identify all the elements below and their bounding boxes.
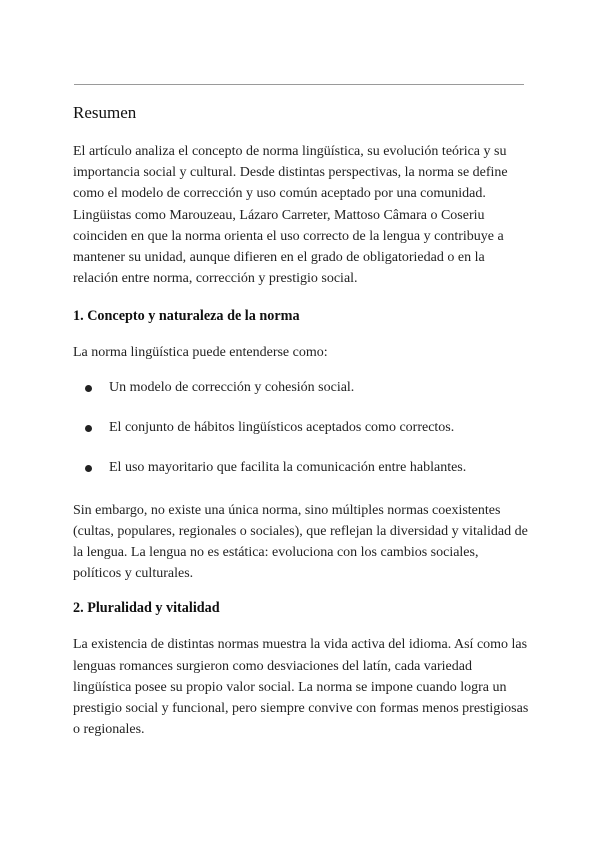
abstract-paragraph: El artículo analiza el concepto de norma lingüística, su evolución teórica y su importancia social y cultural. Desde distintas perspectivas, la norma se define como el modelo de corrección y uso común aceptado por una comunidad. Lingüistas como Marouzeau, Lázaro Carreter, Mattoso Câmara o Coseriu coinciden en que la norma orienta el uso correcto de la lengua y contribuye a mantener su unidad, aunque difieren en el grado de obligatoriedad o en la relación entre norma, corrección y prestigio social. (73, 144, 508, 287)
list-item-text: El uso mayoritario que facilita la comunicación entre hablantes. (109, 459, 467, 475)
bullet-icon (85, 425, 92, 432)
list-item (73, 378, 529, 398)
abstract-heading: Resumen (73, 103, 137, 122)
list-item (73, 418, 529, 438)
section-1-paragraph: Sin embargo, no existe una única norma, sino múltiples normas coexistentes (cultas, populares, regionales o sociales), que reflejan la diversidad y vitalidad de la lengua. La lengua no es estática: evoluciona con los cambios sociales, políticos y culturales. (73, 502, 528, 582)
top-divider (74, 84, 524, 85)
section-2-paragraph: La existencia de distintas normas muestra la vida activa del idioma. Así como las lenguas romances surgieron como desviaciones del latín, cada variedad lingüística posee su propio valor social. La norma se impone cuando logra un prestigio social y funcional, pero siempre convive con formas menos prestigiosas o regionales. (73, 637, 529, 738)
list-item (73, 458, 529, 478)
section-1-intro: La norma lingüística puede entenderse como: (73, 345, 328, 361)
list-item-text: El conjunto de hábitos lingüísticos aceptados como correctos. (109, 419, 455, 435)
document-body (73, 101, 529, 740)
bullet-icon (85, 465, 92, 472)
bullet-list (73, 378, 529, 478)
list-item-text: Un modelo de corrección y cohesión social. (109, 379, 355, 395)
section-1-heading: 1. Concepto y naturaleza de la norma (73, 308, 300, 325)
bullet-icon (85, 385, 92, 392)
section-2-heading: 2. Pluralidad y vitalidad (73, 600, 220, 617)
